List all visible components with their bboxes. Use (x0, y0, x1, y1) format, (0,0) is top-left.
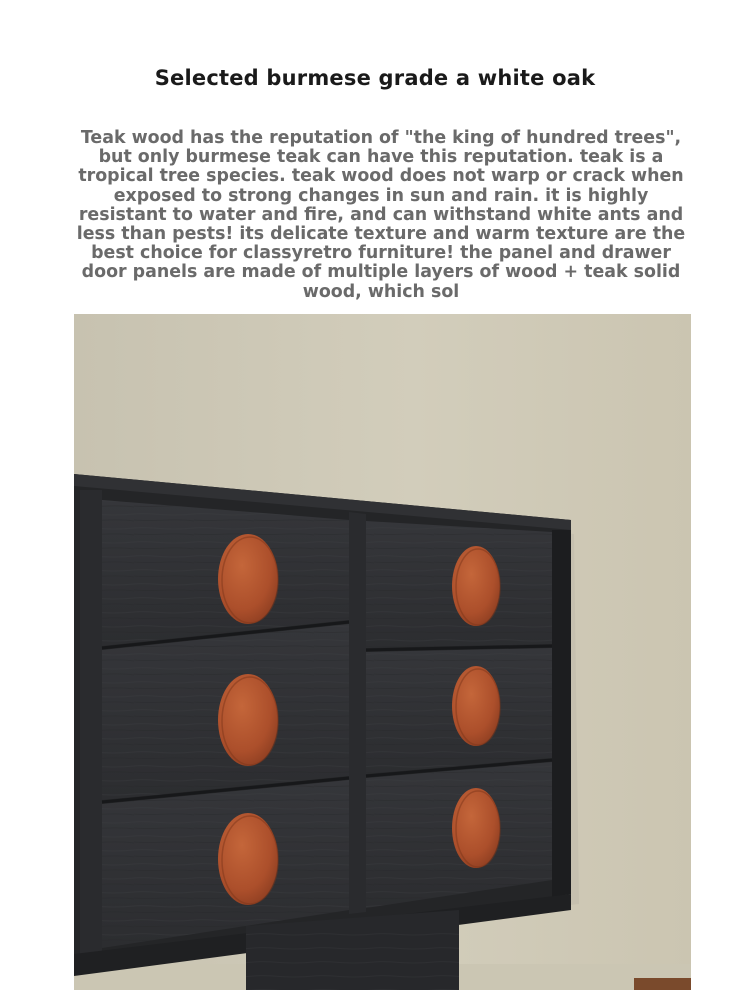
cabinet-illustration (74, 314, 691, 990)
product-photo (74, 314, 691, 990)
floor (634, 978, 691, 990)
knob-left-middle (218, 674, 278, 766)
description-text: Teak wood has the reputation of "the king of hundred trees", but only burmese teak can have this reputation. teak is a tropical tree species. teak wood does not warp or crack when exposed to strong changes in sun and rain. it is highly resistant to water and fire, and can withstand white ants and less than pests! its delicate texture and warm texture are the best choice for classyretro furniture! the panel and drawer door panels are made of multiple layers of wood + teak solid wood, which sol (76, 128, 686, 302)
knob-right-middle (452, 666, 500, 746)
knob-left-top (218, 534, 278, 624)
page-heading: Selected burmese grade a white oak (154, 66, 596, 90)
knob-right-bottom (452, 788, 500, 868)
knob-right-top (452, 546, 500, 626)
knob-left-bottom (218, 813, 278, 905)
